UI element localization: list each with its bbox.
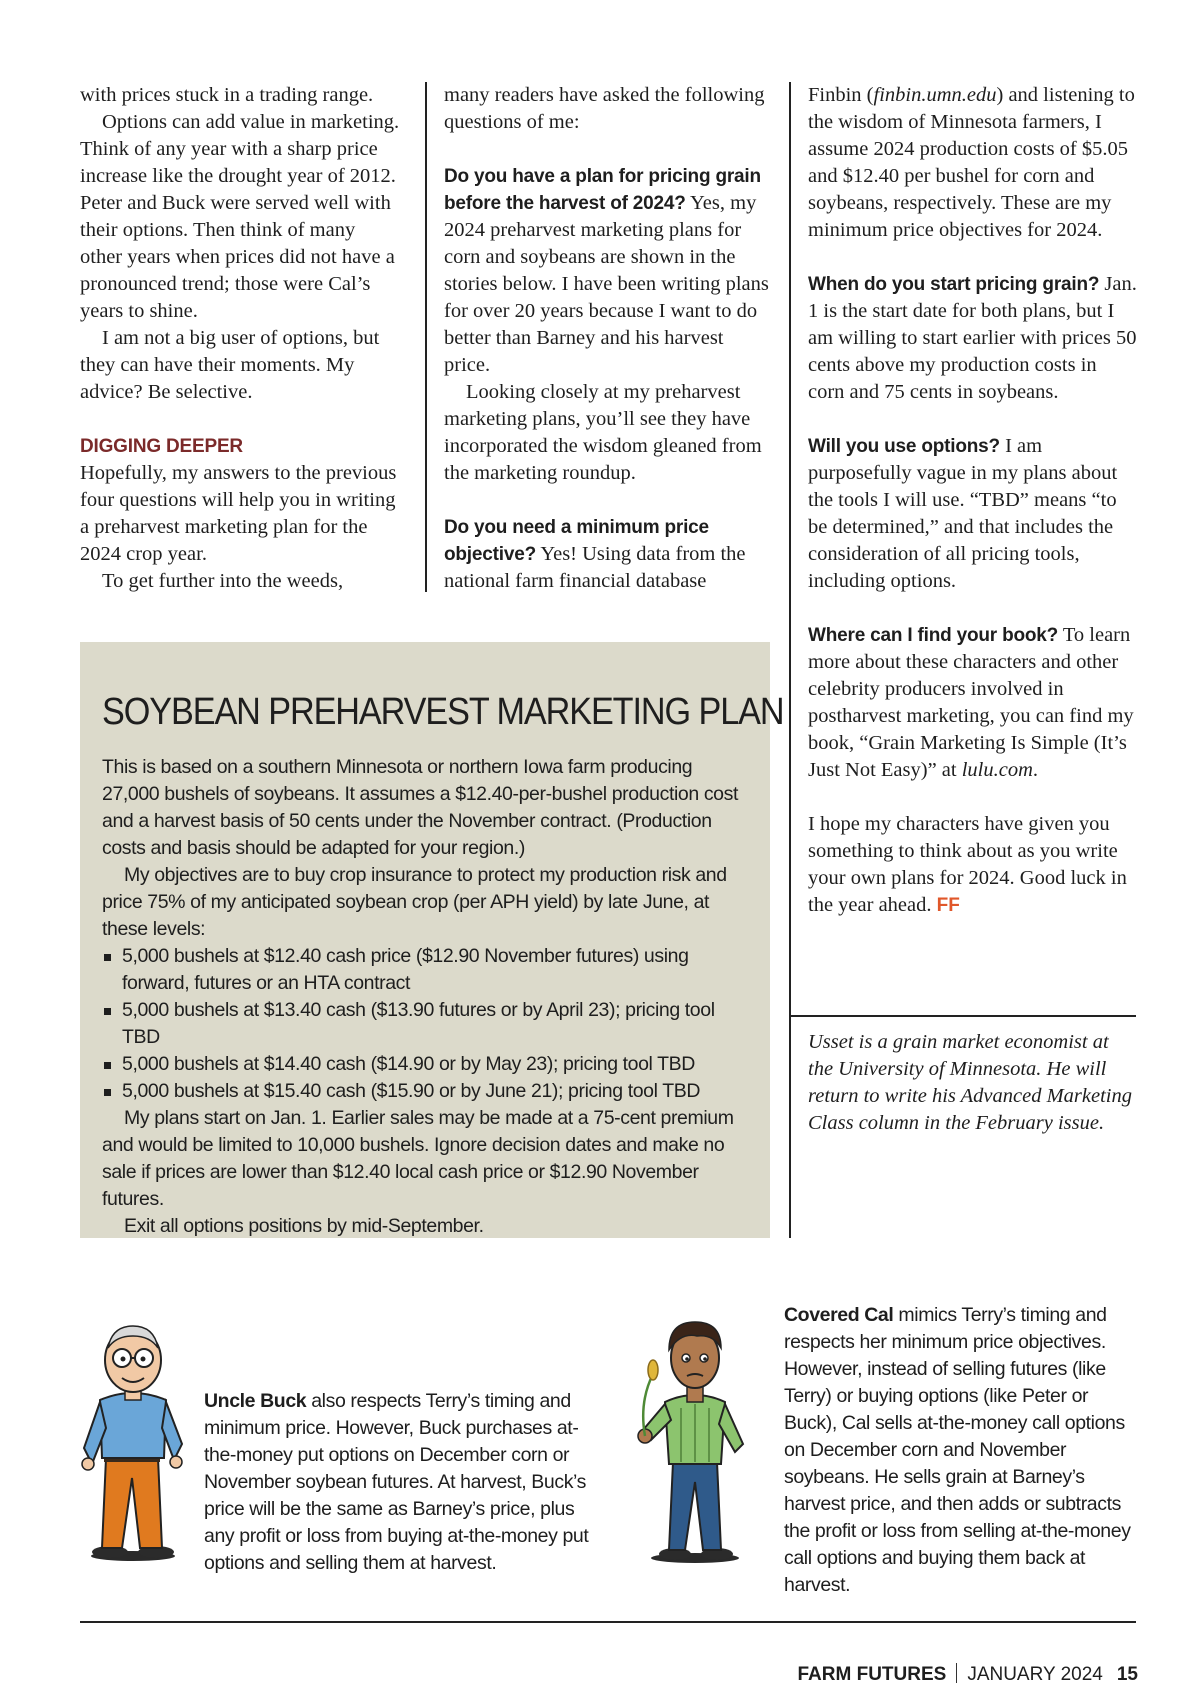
page-number: 15	[1116, 1664, 1138, 1685]
text-run: Finbin (	[808, 84, 874, 106]
column-divider	[425, 82, 427, 592]
question-heading: When do you start pricing grain?	[808, 274, 1100, 295]
text-run: ) and listening to the wisdom of Minnesota farmers, I assume 2024 production costs of $5.05 and $12.40 per bushel for corn and soybeans, respectively. These are my minimum price objectives for 2024.	[808, 84, 1135, 241]
qa-paragraph	[444, 163, 774, 379]
qa-paragraph	[808, 433, 1138, 595]
list-item: 5,000 bushels at $14.40 cash ($14.90 or by May 23); pricing tool TBD	[102, 1051, 750, 1078]
col1-text: To get further into the weeds,	[102, 570, 344, 592]
uncle-buck-caption	[204, 1388, 599, 1577]
sidebar-paragraph: Exit all options positions by mid-September.	[124, 1215, 484, 1237]
answer-text: I am purposefully vague in my plans about the tools I will use. “TBD” means “to be determined,” and that includes the consideration of all pricing tools, including options.	[808, 435, 1118, 592]
footer-rule	[80, 1621, 1136, 1623]
sidebar-body	[102, 754, 750, 1240]
list-item: 5,000 bushels at $15.40 cash ($15.90 or by June 21); pricing tool TBD	[102, 1078, 750, 1105]
qa-paragraph	[808, 622, 1138, 784]
question-heading: Where can I find your book?	[808, 625, 1059, 646]
column-1	[80, 82, 402, 595]
sidebar-paragraph: This is based on a southern Minnesota or northern Iowa farm producing 27,000 bushels of soybeans. It assumes a $12.40-per-bushel production cost and a harvest basis of 50 cents under the November contract. (Production costs and basis should be adapted for your region.)	[102, 756, 738, 859]
col1-text: Options can add value in marketing. Think of any year with a sharp price increase like the drought year of 2012. Peter and Buck were served well with their options. Then think of many other years when prices did not have a pronounced trend; those were Cal’s years to shine.	[80, 111, 400, 322]
answer-text: Yes, my 2024 preharvest marketing plans for corn and soybeans are shown in the stories below. I have been writing plans for over 20 years because I want to do better than Barney and his harvest price.	[444, 192, 769, 376]
sidebar-paragraph: My plans start on Jan. 1. Earlier sales may be made at a 75-cent premium and would be limited to 10,000 bushels. Ignore decision dates and make no sale if prices are lower than $12.40 local cash price or $12.90 November futures.	[102, 1107, 734, 1210]
answer-text: To learn more about these characters and other celebrity producers involved in postharvest marketing, you can find my book, “Grain Marketing Is Simple (It’s Just Not Easy)” at	[808, 624, 1134, 781]
col2-text: many readers have asked the following questions of me:	[444, 84, 765, 133]
character-name: Covered Cal	[784, 1304, 894, 1326]
price-levels-list	[102, 943, 750, 1105]
question-heading: Will you use options?	[808, 436, 1000, 457]
col3-text	[808, 82, 1138, 244]
author-bio	[808, 1029, 1138, 1137]
column-divider	[789, 82, 791, 1238]
col1-text: I am not a big user of options, but they can have their moments. My advice? Be selective.	[80, 327, 380, 403]
sidebar-title: SOYBEAN PREHARVEST MARKETING PLAN	[102, 691, 784, 733]
list-item: 5,000 bushels at $13.40 cash ($13.90 futures or by April 23); pricing tool TBD	[102, 997, 750, 1051]
bio-divider	[791, 1015, 1136, 1017]
text-run: I hope my characters have given you something to think about as you write your own plans for 2024. Good luck in the year ahead.	[808, 813, 1127, 916]
magazine-name: FARM FUTURES	[797, 1664, 947, 1685]
sidebar-paragraph: My objectives are to buy crop insurance to protect my production risk and price 75% of my anticipated soybean crop (per APH yield) by late June, at these levels:	[102, 864, 727, 940]
covered-cal-caption	[784, 1302, 1144, 1599]
soybean-plan-sidebar	[80, 642, 784, 1238]
column-3	[808, 82, 1138, 919]
col1-text: Hopefully, my answers to the previous four questions will help you in writing a preharvest marketing plan for the 2024 crop year.	[80, 462, 397, 565]
issue-date: JANUARY 2024	[967, 1664, 1103, 1685]
column-2	[444, 82, 774, 595]
covered-cal-illustration	[625, 1312, 763, 1564]
col2-text: Looking closely at my preharvest marketing plans, you’ll see they have incorporated the wisdom gleaned from the marketing roundup.	[444, 381, 762, 484]
page-footer	[797, 1663, 1138, 1686]
question-heading: Do you need a minimum price objective?	[444, 517, 709, 565]
qa-paragraph	[808, 271, 1138, 406]
ff-end-mark: FF	[936, 895, 960, 916]
question-heading: Do you have a plan for pricing grain before the harvest of 2024?	[444, 166, 761, 214]
qa-paragraph	[444, 514, 774, 595]
list-item: 5,000 bushels at $12.40 cash price ($12.90 November futures) using forward, futures or an HTA contract	[102, 943, 750, 997]
uncle-buck-illustration	[78, 1318, 188, 1563]
answer-text: Jan. 1 is the start date for both plans, but I am willing to start earlier with prices 50 cents above my production costs in corn and 75 cents in soybeans.	[808, 273, 1137, 403]
col1-text: with prices stuck in a trading range.	[80, 84, 374, 106]
text-run: .	[1032, 759, 1039, 781]
answer-text: Yes! Using data from the national farm financial database	[444, 543, 746, 592]
character-description: also respects Terry’s timing and minimum price. However, Buck purchases at-the-money put options on December corn or November soybean futures. At harvest, Buck’s price will be the same as Barney’s price, plus any profit or loss from buying at-the-money put options and selling them at harvest.	[204, 1390, 589, 1574]
author-bio-text: Usset is a grain market economist at the University of Minnesota. He will return to write his Advanced Marketing Class column in the February issue.	[808, 1031, 1132, 1134]
finbin-link[interactable]: finbin.umn.edu	[873, 84, 997, 106]
character-name: Uncle Buck	[204, 1390, 307, 1412]
col3-text	[808, 811, 1138, 919]
character-description: mimics Terry’s timing and respects her minimum price objectives. However, instead of selling futures (like Terry) or buying options (like Peter or Buck), Cal sells at-the-money call options on December corn and November soybeans. He sells grain at Barney’s harvest price, and then adds or subtracts the profit or loss from selling at-the-money call options and buying them back at harvest.	[784, 1304, 1131, 1596]
section-heading: DIGGING DEEPER	[80, 436, 243, 457]
lulu-link[interactable]: lulu.com	[961, 759, 1033, 781]
footer-separator	[956, 1663, 957, 1683]
